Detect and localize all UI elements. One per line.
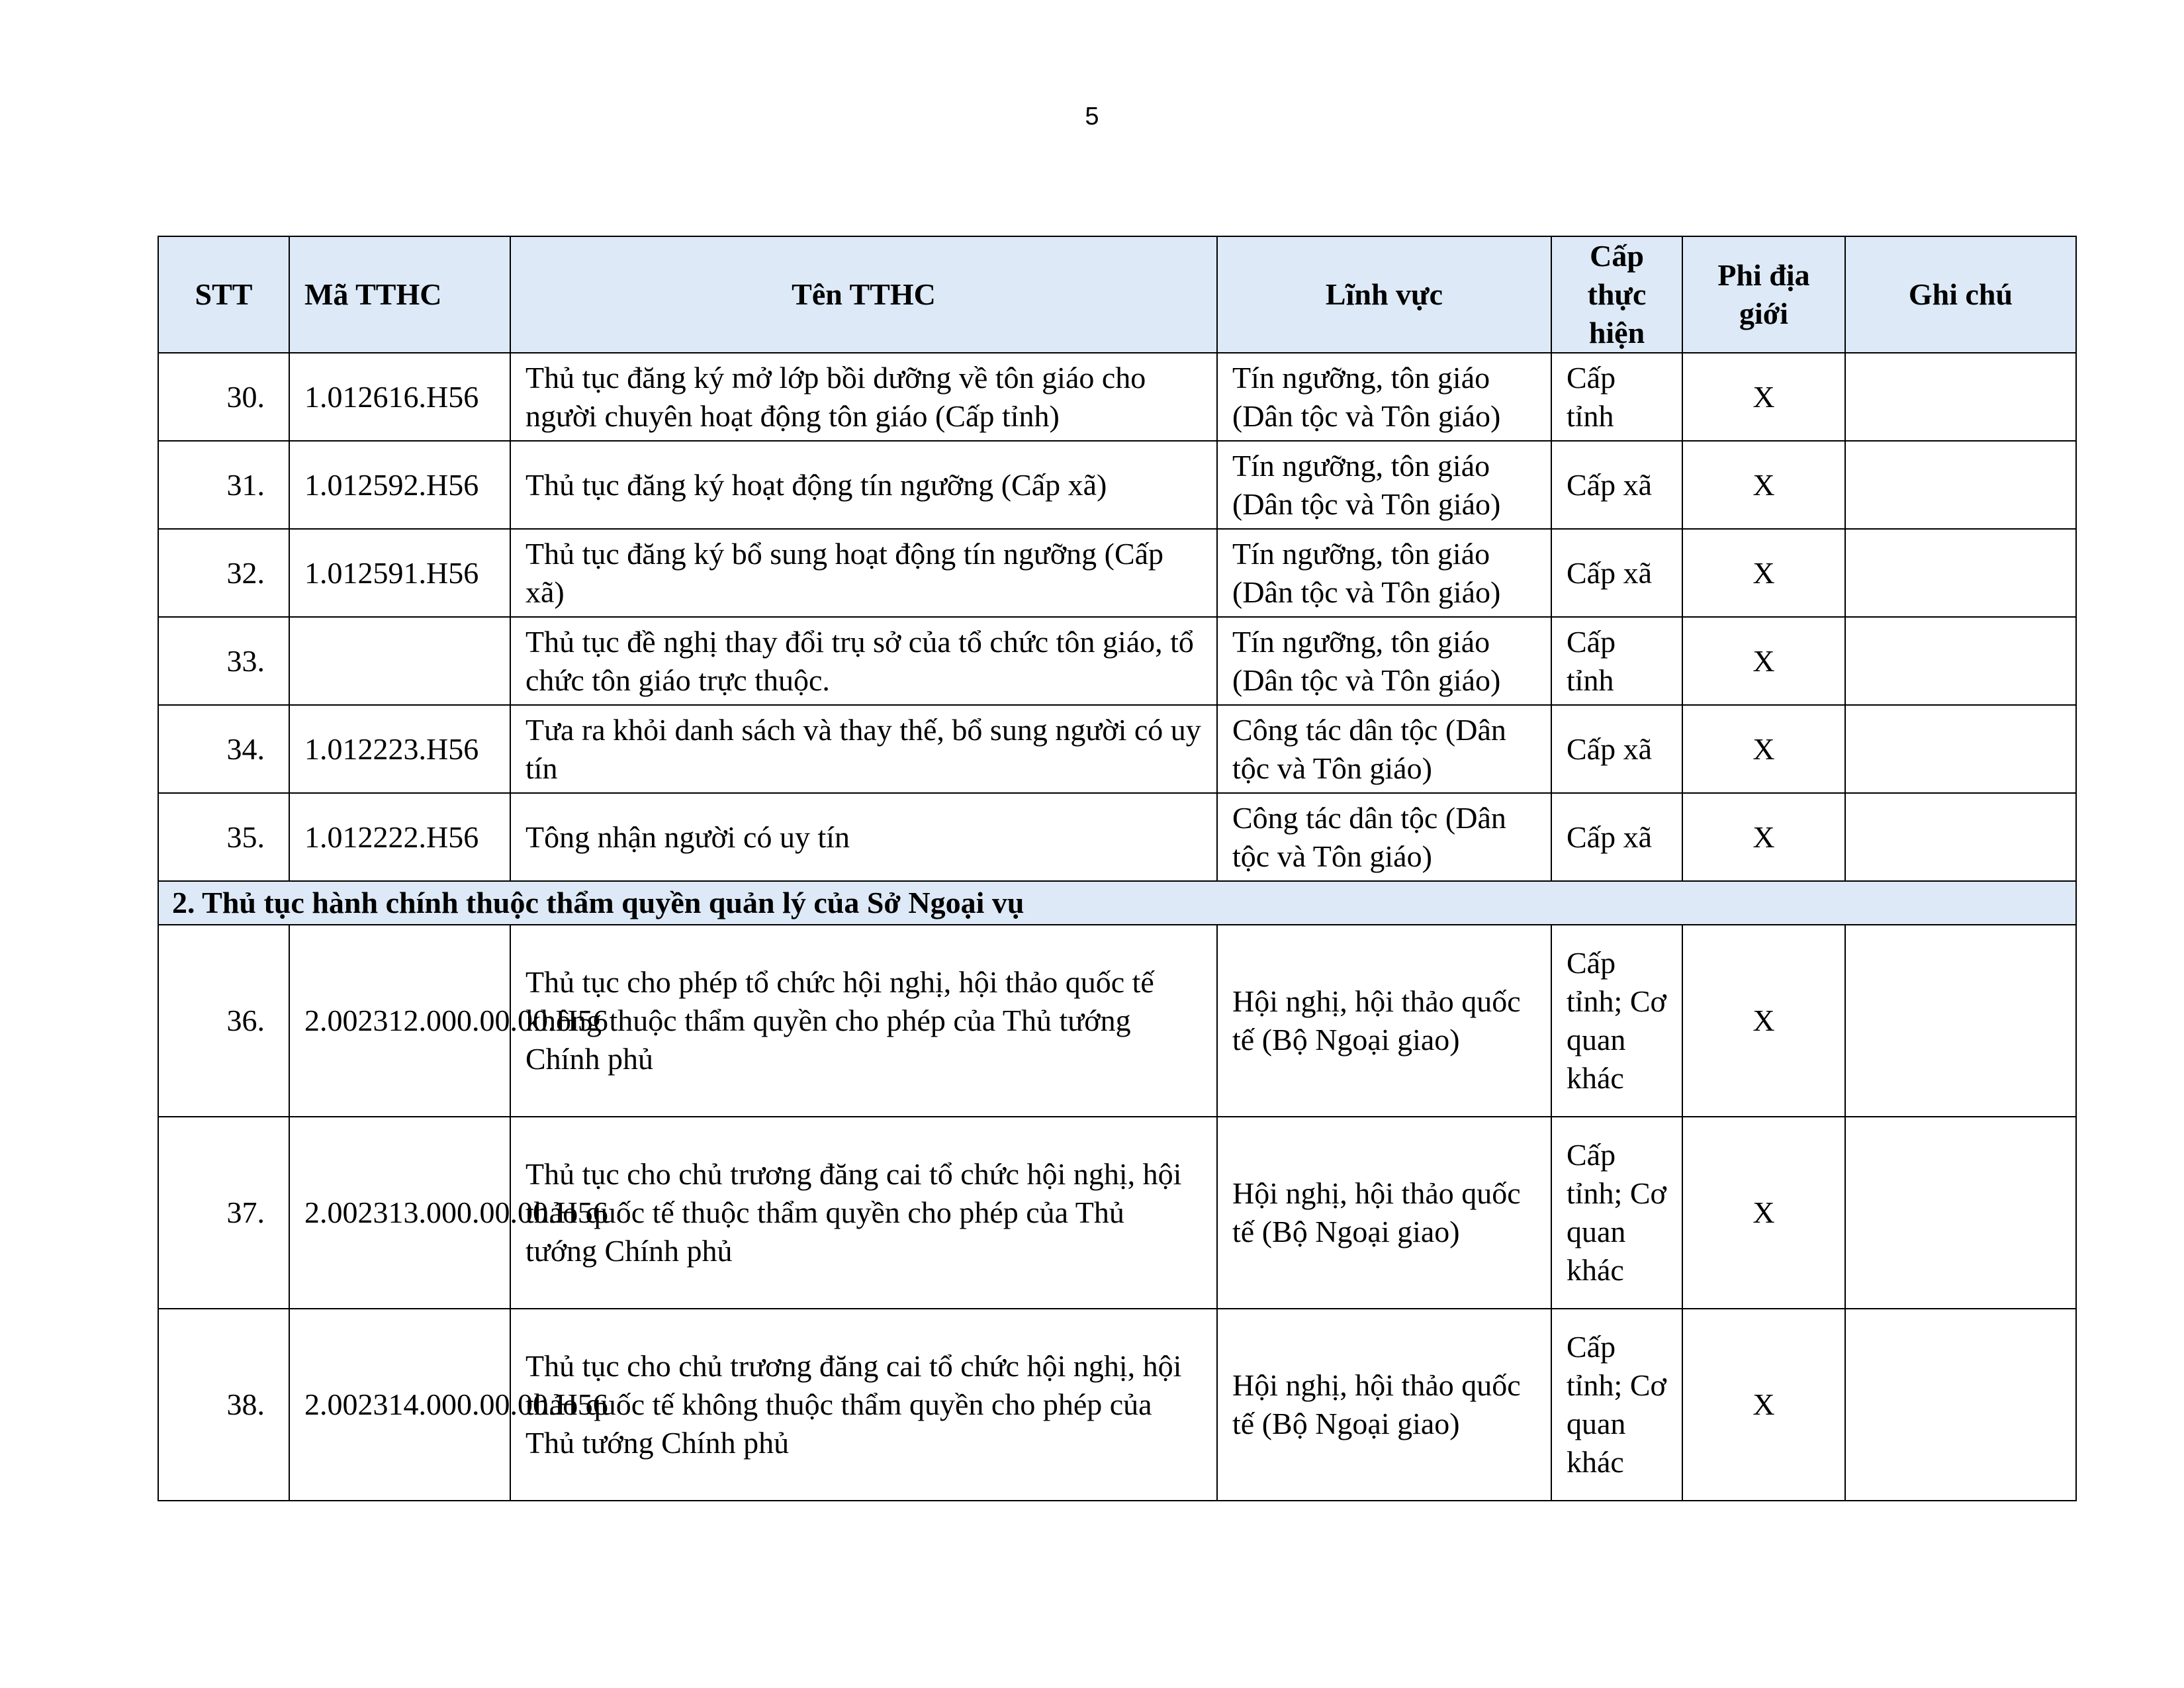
cell-ma-tthc: 2.002312.000.00.00.H56 bbox=[289, 925, 510, 1117]
cell-stt: 37. bbox=[158, 1117, 289, 1309]
cell-stt: 33. bbox=[158, 617, 289, 705]
cell-phi-dia-gioi: X bbox=[1682, 1117, 1845, 1309]
cell-phi-dia-gioi: X bbox=[1682, 1309, 1845, 1501]
cell-phi-dia-gioi: X bbox=[1682, 441, 1845, 529]
header-stt: STT bbox=[158, 236, 289, 353]
cell-ten-tthc: Thủ tục đăng ký mở lớp bồi dưỡng về tôn giáo cho người chuyên hoạt động tôn giáo (Cấp tỉnh) bbox=[510, 353, 1217, 441]
cell-stt: 35. bbox=[158, 793, 289, 881]
cell-stt: 36. bbox=[158, 925, 289, 1117]
cell-ghi-chu bbox=[1845, 705, 2076, 793]
cell-linh-vuc: Tín ngưỡng, tôn giáo (Dân tộc và Tôn giáo) bbox=[1217, 529, 1551, 617]
cell-ma-tthc bbox=[289, 617, 510, 705]
header-ma-tthc: Mã TTHC bbox=[289, 236, 510, 353]
cell-ma-tthc: 2.002313.000.00.00.H56 bbox=[289, 1117, 510, 1309]
cell-stt: 31. bbox=[158, 441, 289, 529]
cell-phi-dia-gioi: X bbox=[1682, 529, 1845, 617]
cell-stt: 30. bbox=[158, 353, 289, 441]
cell-stt: 32. bbox=[158, 529, 289, 617]
cell-cap-thuc-hien: Cấp xã bbox=[1551, 529, 1682, 617]
cell-ghi-chu bbox=[1845, 1309, 2076, 1501]
cell-cap-thuc-hien: Cấp xã bbox=[1551, 441, 1682, 529]
cell-linh-vuc: Hội nghị, hội thảo quốc tế (Bộ Ngoại giao) bbox=[1217, 925, 1551, 1117]
header-phi-dia-gioi: Phi địa giới bbox=[1682, 236, 1845, 353]
cell-ten-tthc: Tưa ra khỏi danh sách và thay thế, bổ sung người có uy tín bbox=[510, 705, 1217, 793]
cell-ma-tthc: 1.012616.H56 bbox=[289, 353, 510, 441]
cell-linh-vuc: Công tác dân tộc (Dân tộc và Tôn giáo) bbox=[1217, 705, 1551, 793]
cell-ghi-chu bbox=[1845, 353, 2076, 441]
header-cap-thuc-hien: Cấp thực hiện bbox=[1551, 236, 1682, 353]
cell-ten-tthc: Thủ tục đăng ký hoạt động tín ngưỡng (Cấp xã) bbox=[510, 441, 1217, 529]
cell-linh-vuc: Hội nghị, hội thảo quốc tế (Bộ Ngoại giao) bbox=[1217, 1117, 1551, 1309]
cell-stt: 38. bbox=[158, 1309, 289, 1501]
cell-ghi-chu bbox=[1845, 1117, 2076, 1309]
cell-phi-dia-gioi: X bbox=[1682, 705, 1845, 793]
cell-ghi-chu bbox=[1845, 793, 2076, 881]
cell-phi-dia-gioi: X bbox=[1682, 353, 1845, 441]
table-row bbox=[158, 353, 2076, 441]
cell-ghi-chu bbox=[1845, 441, 2076, 529]
cell-cap-thuc-hien: Cấp tỉnh; Cơ quan khác bbox=[1551, 1117, 1682, 1309]
cell-linh-vuc: Hội nghị, hội thảo quốc tế (Bộ Ngoại giao) bbox=[1217, 1309, 1551, 1501]
table-row bbox=[158, 617, 2076, 705]
procedures-table bbox=[158, 236, 2077, 1501]
cell-ten-tthc: Thủ tục cho chủ trương đăng cai tổ chức hội nghị, hội thảo quốc tế không thuộc thẩm quyền cho phép của Thủ tướng Chính phủ bbox=[510, 1309, 1217, 1501]
table-row bbox=[158, 441, 2076, 529]
cell-ma-tthc: 1.012222.H56 bbox=[289, 793, 510, 881]
cell-ten-tthc: Thủ tục đăng ký bổ sung hoạt động tín ngưỡng (Cấp xã) bbox=[510, 529, 1217, 617]
cell-cap-thuc-hien: Cấp xã bbox=[1551, 705, 1682, 793]
cell-ma-tthc: 1.012592.H56 bbox=[289, 441, 510, 529]
cell-phi-dia-gioi: X bbox=[1682, 793, 1845, 881]
table-row bbox=[158, 1309, 2076, 1501]
cell-phi-dia-gioi: X bbox=[1682, 617, 1845, 705]
cell-ghi-chu bbox=[1845, 529, 2076, 617]
cell-phi-dia-gioi: X bbox=[1682, 925, 1845, 1117]
header-linh-vuc: Lĩnh vực bbox=[1217, 236, 1551, 353]
table-row bbox=[158, 529, 2076, 617]
table-row bbox=[158, 925, 2076, 1117]
cell-ghi-chu bbox=[1845, 925, 2076, 1117]
cell-ma-tthc: 2.002314.000.00.00.H56 bbox=[289, 1309, 510, 1501]
cell-ten-tthc: Thủ tục đề nghị thay đổi trụ sở của tổ chức tôn giáo, tổ chức tôn giáo trực thuộc. bbox=[510, 617, 1217, 705]
cell-cap-thuc-hien: Cấp xã bbox=[1551, 793, 1682, 881]
section-row bbox=[158, 881, 2076, 925]
table-header-row bbox=[158, 236, 2076, 353]
cell-cap-thuc-hien: Cấp tỉnh bbox=[1551, 353, 1682, 441]
cell-ma-tthc: 1.012223.H56 bbox=[289, 705, 510, 793]
header-ten-tthc: Tên TTHC bbox=[510, 236, 1217, 353]
cell-linh-vuc: Công tác dân tộc (Dân tộc và Tôn giáo) bbox=[1217, 793, 1551, 881]
cell-cap-thuc-hien: Cấp tỉnh bbox=[1551, 617, 1682, 705]
cell-linh-vuc: Tín ngưỡng, tôn giáo (Dân tộc và Tôn giáo) bbox=[1217, 353, 1551, 441]
table-row bbox=[158, 1117, 2076, 1309]
cell-ten-tthc: Tông nhận người có uy tín bbox=[510, 793, 1217, 881]
cell-ten-tthc: Thủ tục cho chủ trương đăng cai tổ chức hội nghị, hội thảo quốc tế thuộc thẩm quyền cho phép của Thủ tướng Chính phủ bbox=[510, 1117, 1217, 1309]
cell-linh-vuc: Tín ngưỡng, tôn giáo (Dân tộc và Tôn giáo) bbox=[1217, 441, 1551, 529]
page-number: 5 bbox=[1085, 103, 1099, 130]
table-row bbox=[158, 793, 2076, 881]
cell-stt: 34. bbox=[158, 705, 289, 793]
cell-ma-tthc: 1.012591.H56 bbox=[289, 529, 510, 617]
cell-ghi-chu bbox=[1845, 617, 2076, 705]
cell-cap-thuc-hien: Cấp tỉnh; Cơ quan khác bbox=[1551, 925, 1682, 1117]
cell-cap-thuc-hien: Cấp tỉnh; Cơ quan khác bbox=[1551, 1309, 1682, 1501]
header-ghi-chu: Ghi chú bbox=[1845, 236, 2076, 353]
section-title: 2. Thủ tục hành chính thuộc thẩm quyền quản lý của Sở Ngoại vụ bbox=[158, 881, 2076, 925]
cell-ten-tthc: Thủ tục cho phép tổ chức hội nghị, hội thảo quốc tế không thuộc thẩm quyền cho phép của Thủ tướng Chính phủ bbox=[510, 925, 1217, 1117]
table-row bbox=[158, 705, 2076, 793]
cell-linh-vuc: Tín ngưỡng, tôn giáo (Dân tộc và Tôn giáo) bbox=[1217, 617, 1551, 705]
